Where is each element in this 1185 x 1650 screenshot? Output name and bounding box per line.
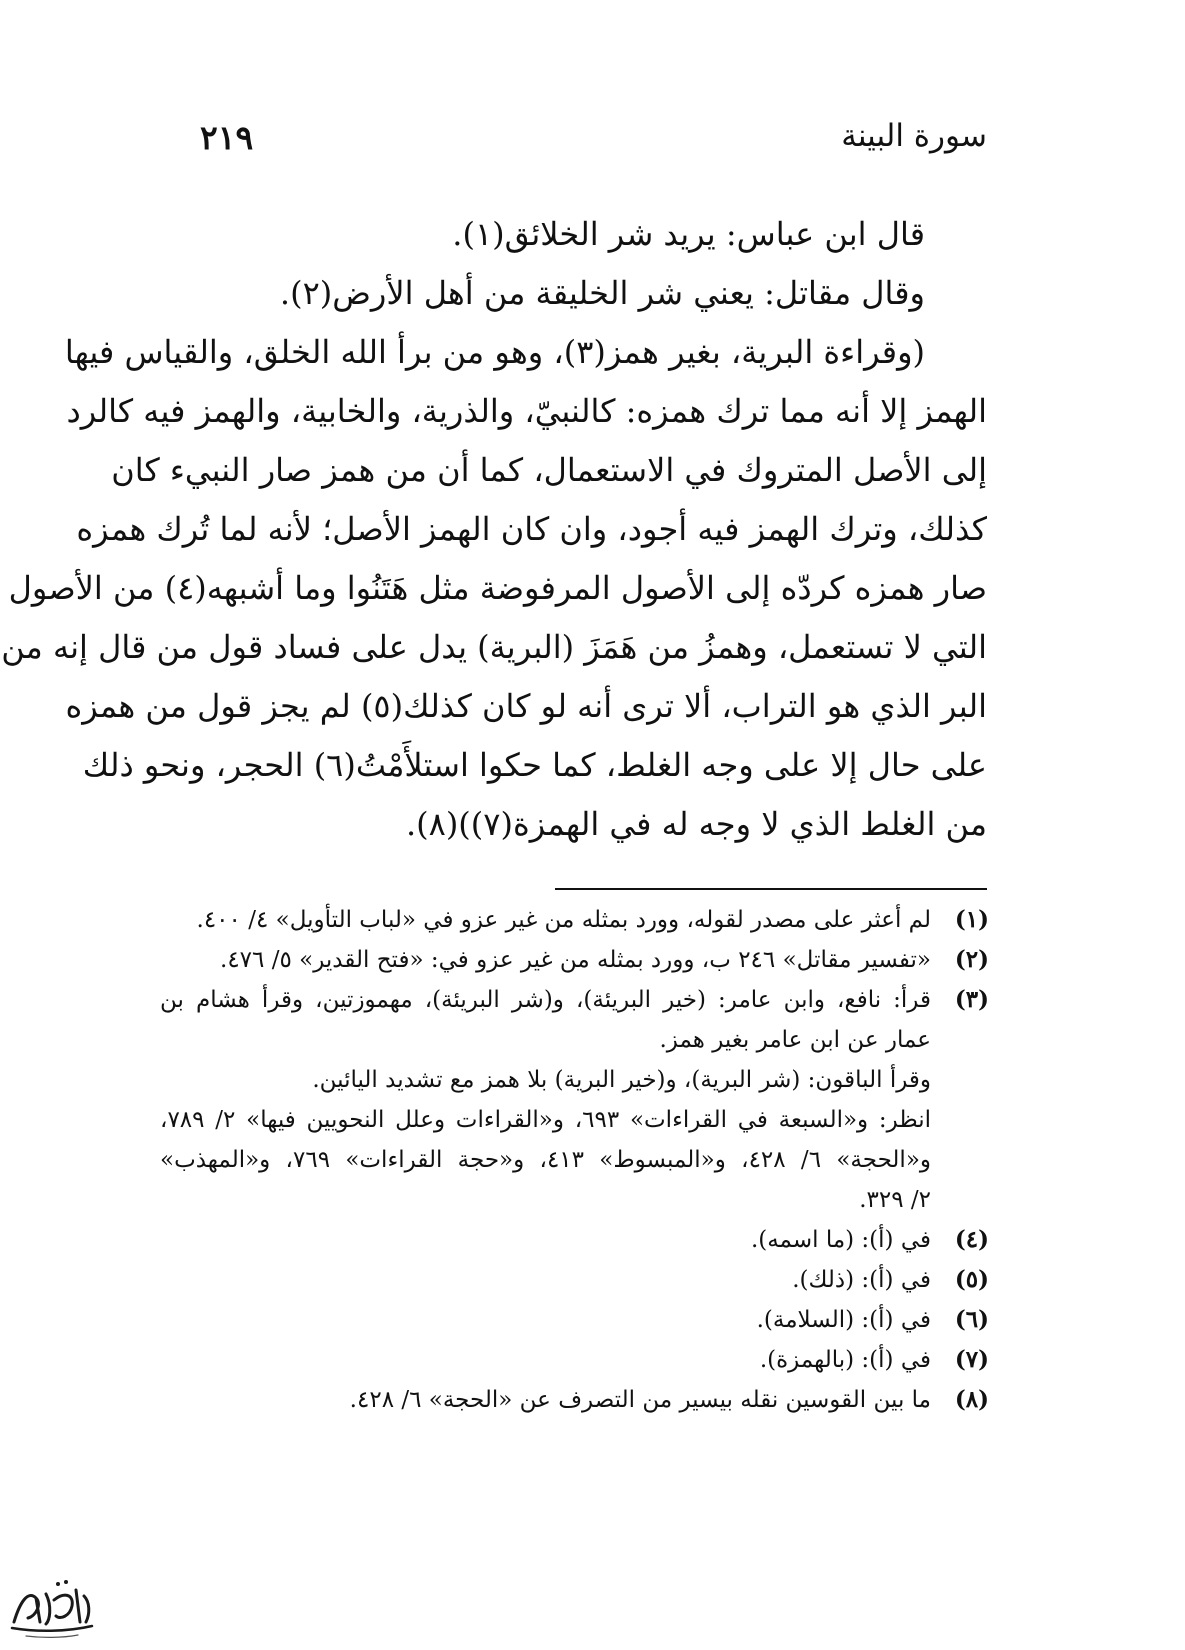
text-line: البر الذي هو التراب، ألا ترى أنه لو كان كذلك(٥) لم يجز قول من همزه — [65, 687, 987, 725]
footnote-number: (٤) — [954, 1226, 989, 1253]
footnote-text-continued: عمار عن ابن عامر بغير همز. — [659, 1027, 931, 1053]
text-line: (وقراءة البرية، بغير همز(٣)، وهو من برأ الله الخلق، والقياس فيها — [64, 333, 925, 371]
footnote-separator — [555, 888, 987, 890]
footnote-text: في (أ): (بالهمزة). — [759, 1347, 931, 1373]
footnote-number: (٣) — [954, 986, 989, 1013]
footnote-number: (٥) — [954, 1266, 989, 1293]
calligraphy-seal-logo — [6, 1572, 96, 1644]
footnote — [160, 1220, 989, 1260]
footnote-number: (٨) — [954, 1386, 989, 1413]
text-line: من الغلط الذي لا وجه له في الهمزة(٧))(٨). — [405, 805, 987, 843]
footnote-text-continued: و«الحجة» ٦/ ٤٢٨، و«المبسوط» ٤١٣، و«حجة القراءات» ٧٦٩، و«المهذب» — [160, 1147, 932, 1173]
footnote-text: ما بين القوسين نقله بيسير من التصرف عن «الحجة» ٦/ ٤٢٨. — [349, 1387, 931, 1413]
footnote — [160, 1380, 989, 1420]
footnote-text: في (أ): (ما اسمه). — [750, 1227, 931, 1253]
footnote-text-continued: ٢/ ٣٢٩. — [859, 1187, 931, 1213]
text-line: وقال مقاتل: يعني شر الخليقة من أهل الأرض(٢). — [279, 274, 925, 312]
footnote-text: قرأ: نافع، وابن عامر: (خير البريئة)، و(شر البريئة)، مهموزتين، وقرأ هشام بن — [160, 987, 931, 1013]
footnote — [160, 1260, 989, 1300]
footnote-text: «تفسير مقاتل» ٢٤٦ ب، وورد بمثله من غير عزو في: «فتح القدير» ٥/ ٤٧٦. — [220, 947, 931, 973]
surah-title: سورة البينة — [841, 118, 987, 154]
footnotes — [160, 900, 989, 1420]
text-line: صار همزه كردّه إلى الأصول المرفوضة مثل هَتَنُوا وما أشبهه(٤) من الأصول — [8, 569, 987, 607]
footnote — [160, 980, 989, 1220]
text-line: على حال إلا على وجه الغلط، كما حكوا استلأَمْتُ(٦) الحجر، ونحو ذلك — [82, 746, 987, 784]
footnote-text: في (أ): (ذلك). — [792, 1267, 931, 1293]
main-text — [1, 205, 987, 854]
text-line: كذلك، وترك الهمز فيه أجود، وان كان الهمز الأصل؛ لأنه لما تُرك همزه — [76, 510, 987, 548]
footnote — [160, 1300, 989, 1340]
footnote-number: (٢) — [954, 946, 989, 973]
footnote-text-continued: انظر: و«السبعة في القراءات» ٦٩٣، و«القراءات وعلل النحويين فيها» ٢/ ٧٨٩، — [160, 1107, 932, 1133]
footnote-text: في (أ): (السلامة). — [756, 1307, 931, 1333]
footnote-text: لم أعثر على مصدر لقوله، وورد بمثله من غير عزو في «لباب التأويل» ٤/ ٤٠٠. — [196, 907, 931, 933]
text-line: إلى الأصل المتروك في الاستعمال، كما أن من همز صار النبيء كان — [111, 451, 987, 489]
footnote — [160, 900, 989, 940]
text-line: التي لا تستعمل، وهمزُ من هَمَزَ (البرية) يدل على فساد قول من قال إنه من — [1, 628, 987, 666]
footnote-number: (٦) — [954, 1306, 989, 1333]
footnote-number: (٧) — [954, 1346, 989, 1373]
footnote-text-continued: وقرأ الباقون: (شر البرية)، و(خير البرية) بلا همز مع تشديد اليائين. — [312, 1067, 931, 1093]
text-line: الهمز إلا أنه مما ترك همزه: كالنبيّ، والذرية، والخابية، والهمز فيه كالرد — [66, 392, 987, 430]
footnote — [160, 1340, 989, 1380]
footnote-number: (١) — [954, 906, 989, 933]
footnote — [160, 940, 989, 980]
page-number: ٢١٩ — [200, 118, 254, 157]
page-header — [200, 118, 987, 168]
text-line: قال ابن عباس: يريد شر الخلائق(١). — [452, 215, 925, 253]
